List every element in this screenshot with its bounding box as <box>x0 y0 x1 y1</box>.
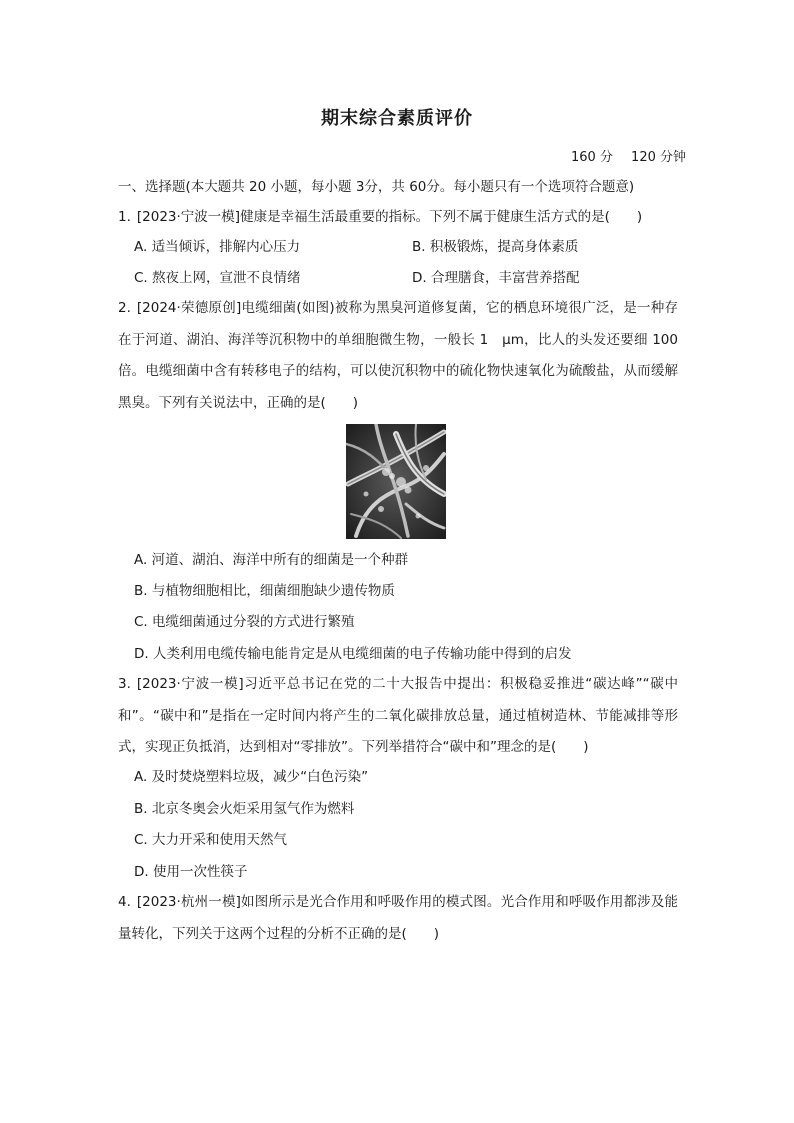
question-number: 3. <box>118 676 131 692</box>
question-2-option-c: C. 电缆细菌通过分裂的方式进行繁殖 <box>134 614 355 630</box>
question-1-option-b: B. 积极锻炼，提高身体素质 <box>412 239 579 255</box>
question-4-stem <box>118 887 678 950</box>
question-1-option-d: D. 合理膳食，丰富营养搭配 <box>412 270 580 286</box>
question-3-stem <box>118 669 678 764</box>
cable-bacteria-micrograph <box>346 424 446 539</box>
question-text: [2023·杭州一模]如图所示是光合作用和呼吸作用的模式图。光合作用和呼吸作用都涉及能量转化，下列关于这两个过程的分析不正确的是( ) <box>118 894 678 942</box>
question-text: [2023·宁波一模]健康是幸福生活最重要的指标。下列不属于健康生活方式的是( ) <box>136 209 643 225</box>
question-1-option-c: C. 熬夜上网，宣泄不良情绪 <box>134 270 301 286</box>
question-3-option-b: B. 北京冬奥会火炬采用氢气作为燃料 <box>134 801 355 817</box>
question-2-option-b: B. 与植物细胞相比，细菌细胞缺少遗传物质 <box>134 583 395 599</box>
section-heading: 一、选择题(本大题共 20 小题，每小题 3分，共 60分。每小题只有一个选项符合题意) <box>118 179 635 195</box>
question-text: [2024·荣德原创]电缆细菌(如图)被称为黑臭河道修复菌，它的栖息环境很广泛，是一种存在于河道、湖泊、海洋等沉积物中的单细胞微生物，一般长 1 μm，比人的头发还要细 100倍。电缆细菌中含有转移电子的结构，可以使沉积物中的硫化物快速氧化为硫酸盐，从而缓解黑臭。下列有关说法中，正确的是( ) <box>118 300 678 411</box>
page-title: 期末综合素质评价 <box>321 108 473 129</box>
question-number: 4. <box>118 894 131 910</box>
score-total: 160 分 <box>570 150 613 165</box>
question-text: [2023·宁波一模]习近平总书记在党的二十大报告中提出：积极稳妥推进“碳达峰”“碳中和”。“碳中和”是指在一定时间内将产生的二氧化碳排放总量，通过植树造林、节能减排等形式，实现正负抵消，达到相对“零排放”。下列举措符合“碳中和”理念的是( ) <box>118 676 678 755</box>
exam-meta <box>557 146 686 165</box>
question-2-option-d: D. 人类利用电缆传输电能肯定是从电缆细菌的电子传输功能中得到的启发 <box>134 646 572 662</box>
time-limit: 120 分钟 <box>631 150 686 165</box>
question-3-option-a: A. 及时焚烧塑料垃圾，减少“白色污染” <box>134 769 369 785</box>
question-number: 1. <box>118 209 131 225</box>
question-3-option-c: C. 大力开采和使用天然气 <box>134 832 288 848</box>
question-number: 2. <box>118 300 131 316</box>
question-3-option-d: D. 使用一次性筷子 <box>134 864 248 880</box>
question-1-option-a: A. 适当倾诉，排解内心压力 <box>134 239 301 255</box>
question-2-option-a: A. 河道、湖泊、海洋中所有的细菌是一个种群 <box>134 552 409 568</box>
question-1-stem <box>118 207 642 227</box>
question-2-stem <box>118 293 678 419</box>
